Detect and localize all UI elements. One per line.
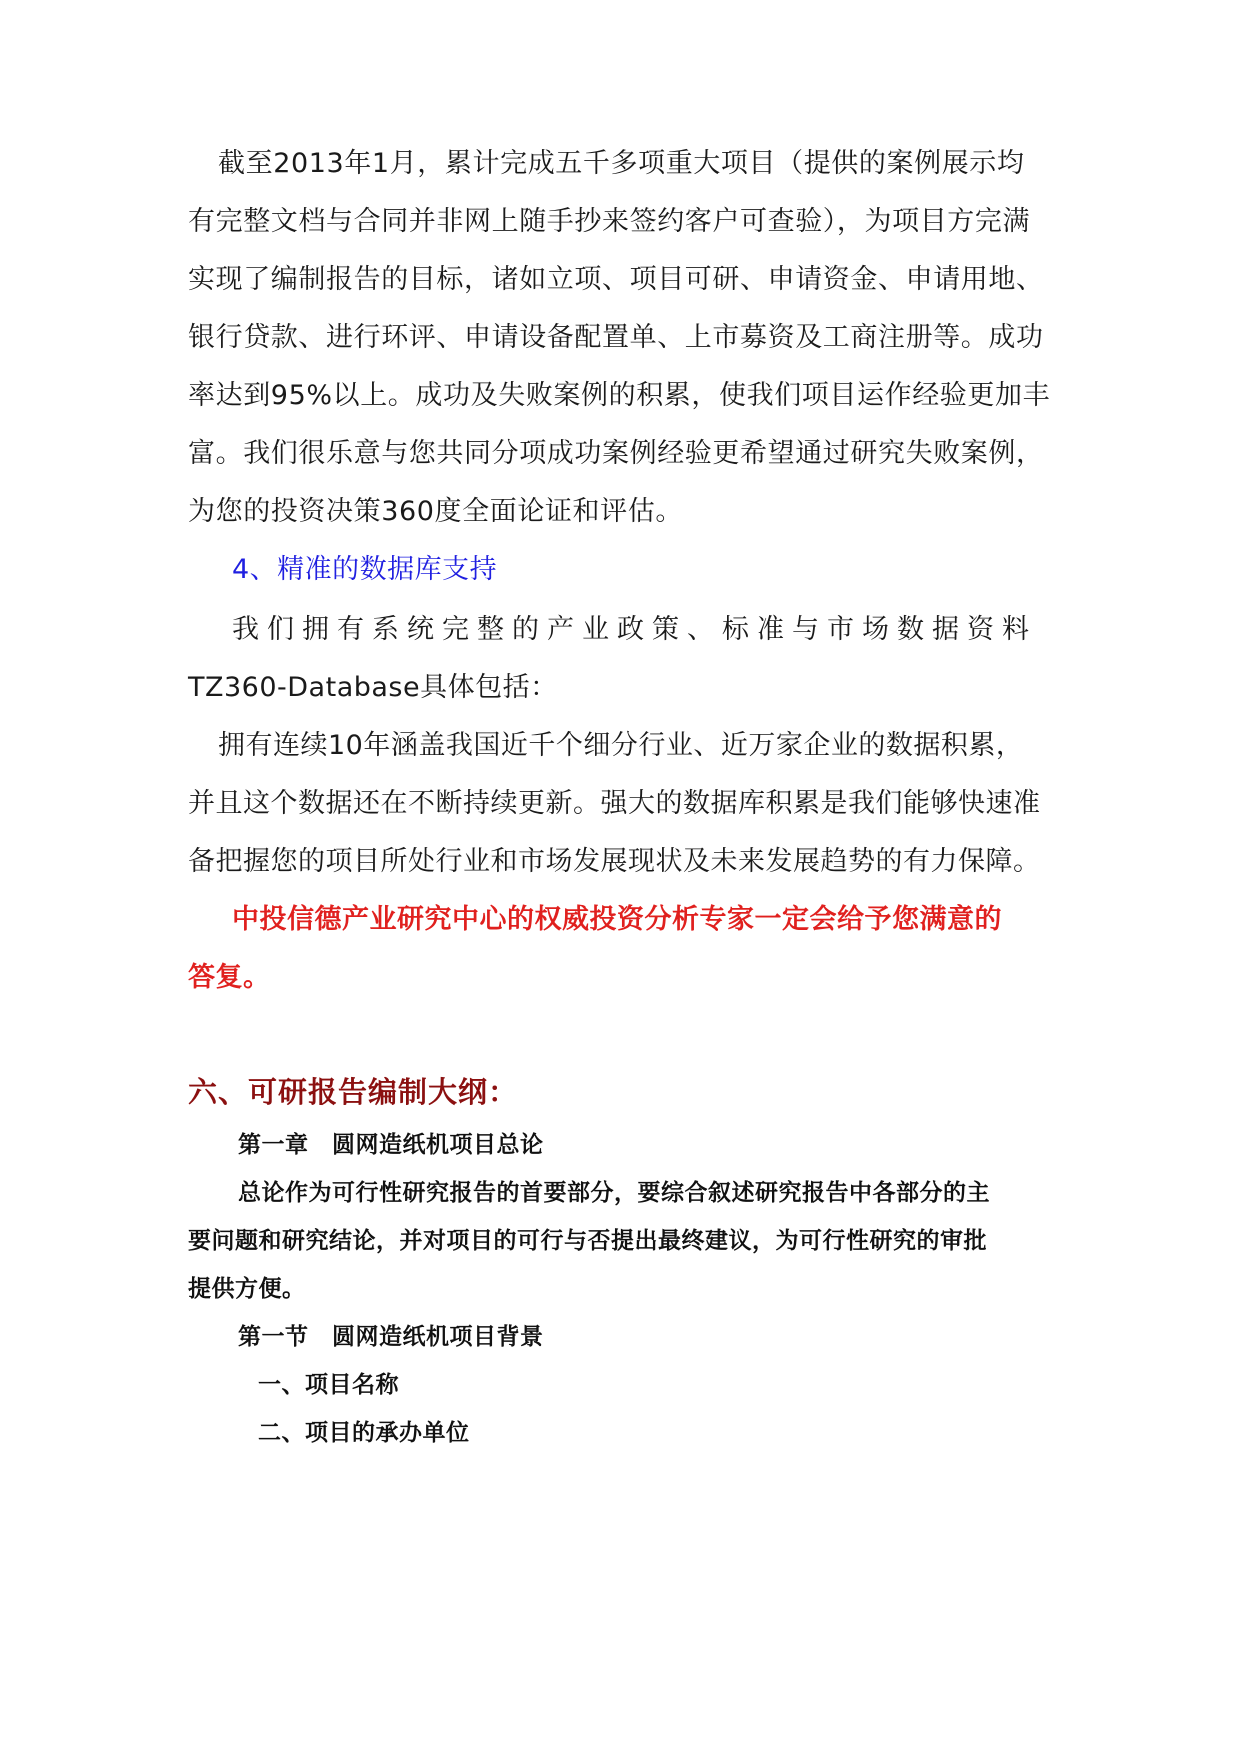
database-intro-line-1: 我们拥有系统完整的产业政策、标准与市场数据资料 xyxy=(232,614,1037,645)
chapter1-title: 第一章 圆网造纸机项目总论 xyxy=(238,1132,544,1158)
database-detail-line-1: 拥有连续10年涵盖我国近千个细分行业、近万家企业的数据积累， xyxy=(218,730,1024,761)
intro-line-7: 为您的投资决策360度全面论证和评估。 xyxy=(188,496,683,527)
intro-line-2: 有完整文档与合同并非网上随手抄来签约客户可查验），为项目方完满 xyxy=(188,206,1031,237)
section4-title: 4、精准的数据库支持 xyxy=(232,554,498,585)
chapter1-desc-line-3: 提供方便。 xyxy=(188,1276,306,1302)
outline-item-2: 二、项目的承办单位 xyxy=(258,1420,470,1446)
outline-item-1: 一、项目名称 xyxy=(258,1372,399,1398)
promise-line-1: 中投信德产业研究中心的权威投资分析专家一定会给予您满意的 xyxy=(232,904,1002,935)
intro-line-6: 富。我们很乐意与您共同分项成功案例经验更希望通过研究失败案例， xyxy=(188,438,1044,469)
database-intro-line-2: TZ360-Database具体包括： xyxy=(188,672,558,703)
database-detail-line-2: 并且这个数据还在不断持续更新。强大的数据库积累是我们能够快速准 xyxy=(188,788,1041,819)
chapter1-desc-line-2: 要问题和研究结论，并对项目的可行与否提出最终建议，为可行性研究的审批 xyxy=(188,1228,987,1254)
section1-title: 第一节 圆网造纸机项目背景 xyxy=(238,1324,544,1350)
intro-line-4: 银行贷款、进行环评、申请设备配置单、上市募资及工商注册等。成功 xyxy=(188,322,1044,353)
intro-line-3: 实现了编制报告的目标，诸如立项、项目可研、申请资金、申请用地、 xyxy=(188,264,1044,295)
intro-line-1: 截至2013年1月，累计完成五千多项重大项目（提供的案例展示均 xyxy=(218,148,1025,179)
database-detail-line-3: 备把握您的项目所处行业和市场发展现状及未来发展趋势的有力保障。 xyxy=(188,846,1041,877)
chapter1-desc-line-1: 总论作为可行性研究报告的首要部分，要综合叙述研究报告中各部分的主 xyxy=(238,1180,990,1206)
outline-heading: 六、可研报告编制大纲： xyxy=(188,1075,519,1109)
promise-line-2: 答复。 xyxy=(188,962,271,993)
intro-line-5: 率达到95%以上。成功及失败案例的积累，使我们项目运作经验更加丰 xyxy=(188,380,1051,411)
